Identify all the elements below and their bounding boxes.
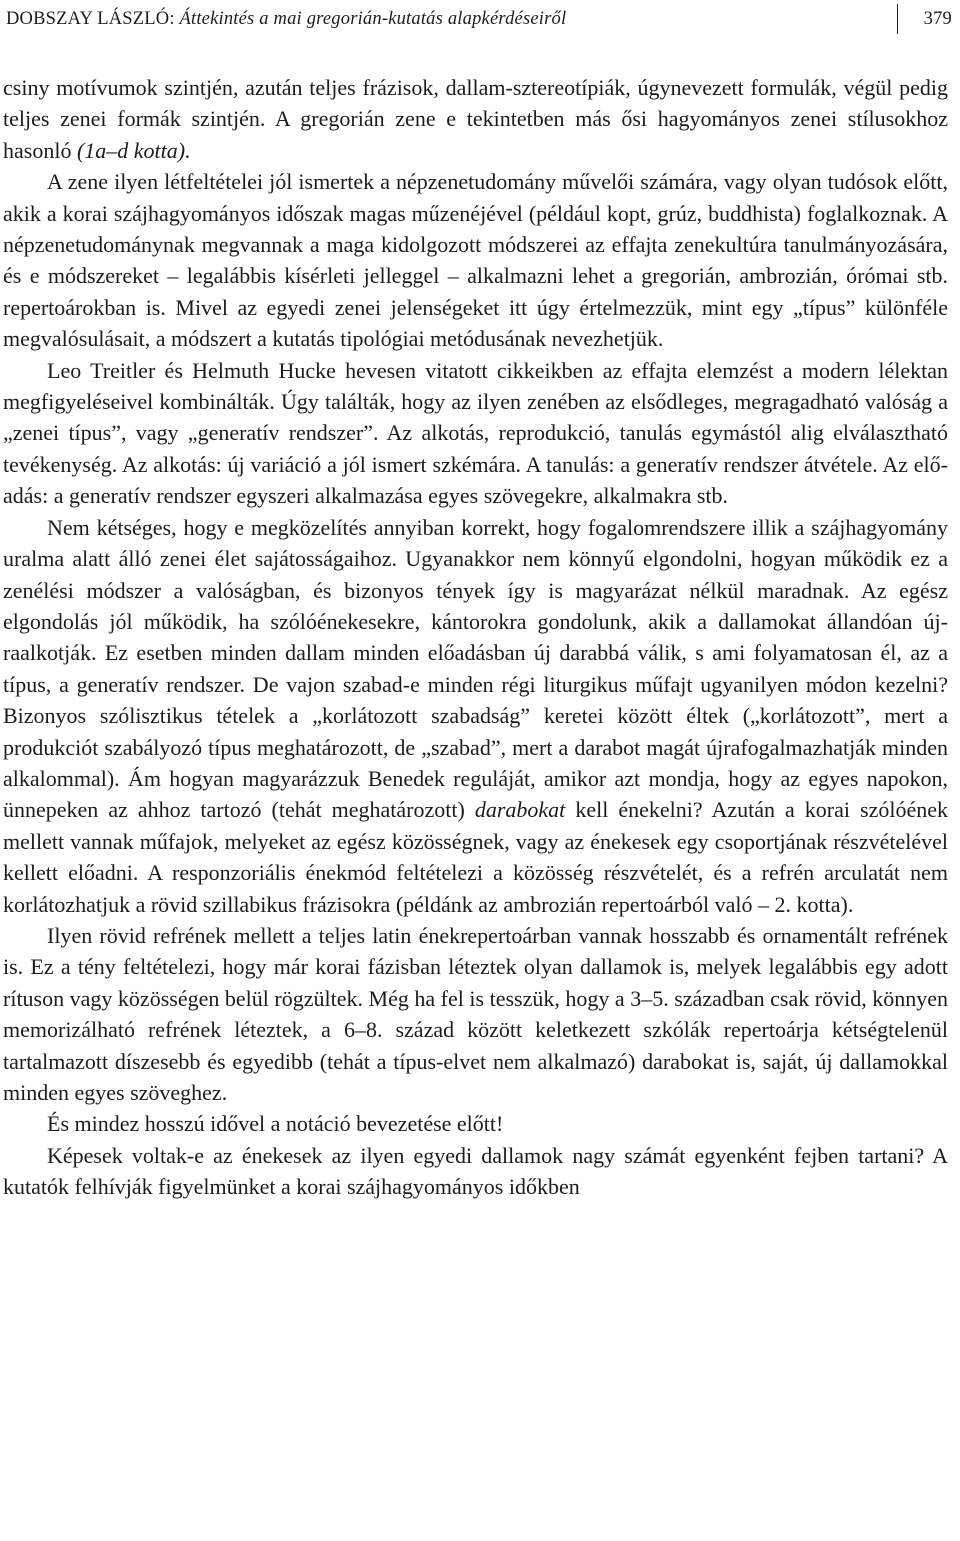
paragraph-text: És mindez hosszú idővel a notáció bevezetése előtt! bbox=[47, 1111, 504, 1137]
emphasis-darabokat: darabokat bbox=[474, 797, 566, 823]
paragraph-5 bbox=[3, 920, 948, 1108]
page-number: 379 bbox=[897, 4, 952, 34]
header-author: DOBSZAY LÁSZLÓ: bbox=[6, 9, 175, 29]
header-title: Áttekintés a mai gregorián-kutatás alapkérdéseiről bbox=[179, 9, 567, 29]
kotta-reference: (1a–d kotta). bbox=[76, 137, 191, 163]
paragraph-2 bbox=[3, 166, 948, 354]
paragraph-4 bbox=[3, 512, 948, 920]
paragraph-text: Leo Treitler és Helmuth Hucke hevesen vitatott cikkeikben az effajta elemzést a modern lélektan megfigyeléseivel kombinálták. Úgy találták, hogy az ilyen zenében az elsődleges, megragadható valóság a „zenei típus”, vagy „generatív rendszer”. Az alkotás, reprodukció, tanulás egymástól alig elválasztható tevékenység. Az alkotás: új variáció a jól ismert szkémára. A tanulás: a generatív rendszer átvétele. Az előadás: a generatív rendszer egyszeri alkalmazása egyes szövegekre, alkalmakra stb. bbox=[3, 357, 948, 509]
paragraph-text: Ilyen rövid refrének mellett a teljes latin énekrepertoárban vannak hosszabb és ornamentált refrének is. Ez a tény feltételezi, hogy már korai fázisban léteztek olyan dallamok is, melyek legalábbis egy adott rítuson vagy közösségen belül rögzültek. Még ha fel is tesszük, hogy a 3–5. században csak rövid, könnyen memorizálható refrének léteztek, a 6–8. század között keletkezett szkólák repertoárja kétségtelenül tartalmazott díszesebb és egyedibb (tehát a típus-elvet nem alkalmazó) darabokat is, saját, új dallamokkal minden egyes szöveghez. bbox=[3, 922, 948, 1105]
paragraph-3 bbox=[3, 355, 948, 512]
article-body bbox=[3, 72, 948, 1203]
paragraph-text: Nem kétséges, hogy e megközelítés annyiban korrekt, hogy fogalomrendszere illik a szájhagyomány uralma alatt álló zenei élet sajátosságaihoz. Ugyanakkor nem könnyű elgondolni, hogyan működik ez a zenélési módszer a valóságban, és bizonyos tények így is magyarázat nélkül maradnak. Az egész elgondolás jól működik, ha szólóénekesekre, kántorokra gondolunk, akik a dallamokat állandóan újraalkotják. Ez esetben minden dallam minden előadásban új darabbá válik, s ami folyamatosan él, az a típus, a generatív rendszer. De vajon szabad-e minden régi liturgikus műfajt ugyanilyen módon kezelni? Bizonyos szólisztikus tételek a „korlátozott szabadság” keretei között éltek („korlátozott”, mert a produkciót szabályozó típus meghatározott, de „szabad”, mert a darabot magát újrafogalmazhatják minden alkalommal). Ám hogyan magyarázzuk Benedek reguláját, amikor azt mondja, hogy az egyes napokon, ünnepeken az ahhoz tartozó (tehát meghatározott) bbox=[3, 514, 948, 823]
running-header bbox=[6, 4, 952, 34]
paragraph-text-continued: kell énekelni? Azután a korai szólóének mellett vannak műfajok, melyeket az egész közösségnek, vagy az énekesek egy csoportjának részvételével kellett előadni. A responzoriális énekmód feltételezi a közösség részvételét, és a refrén arculatát nem korlátozhatjuk a rövid szillabikus frázisokra (példánk az ambrozián repertoárból való – 2. kotta). bbox=[3, 797, 948, 917]
paragraph-text: Képesek voltak-e az énekesek az ilyen egyedi dallamok nagy számát egyenként fejben tartani? A kutatók felhívják figyelmünket a korai szájhagyományos időkben bbox=[3, 1142, 948, 1200]
paragraph-7 bbox=[3, 1140, 948, 1203]
paragraph-text: A zene ilyen létfeltételei jól ismertek a népzenetudomány művelői számára, vagy olyan tudósok előtt, akik a korai szájhagyományos időszak magas műzenéjével (például kopt, grúz, buddhista) foglalkoznak. A népzenetudománynak megvannak a maga kidolgozott módszerei az effajta zenekultúra tanulmányozására, és e módszereket – legalábbis kísérleti jelleggel – alkalmazni lehet a gregorián, ambrozián, órómai stb. repertoárokban is. Mivel az egyedi zenei jelenségeket itt úgy értelmezzük, mint egy „típus” különféle megvalósulásait, a módszert a kutatás tipológiai metódusának nevezhetjük. bbox=[3, 169, 948, 352]
paragraph-text: csiny motívumok szintjén, azután teljes frázisok, dallam-sztereotípiák, úgynevezett formulák, végül pedig teljes zenei formák szintjén. A gregorián zene e tekintetben más ősi hagyományos zenei stílusokhoz hasonló bbox=[3, 75, 948, 163]
paragraph-6 bbox=[3, 1108, 948, 1139]
paragraph-1 bbox=[3, 72, 948, 166]
